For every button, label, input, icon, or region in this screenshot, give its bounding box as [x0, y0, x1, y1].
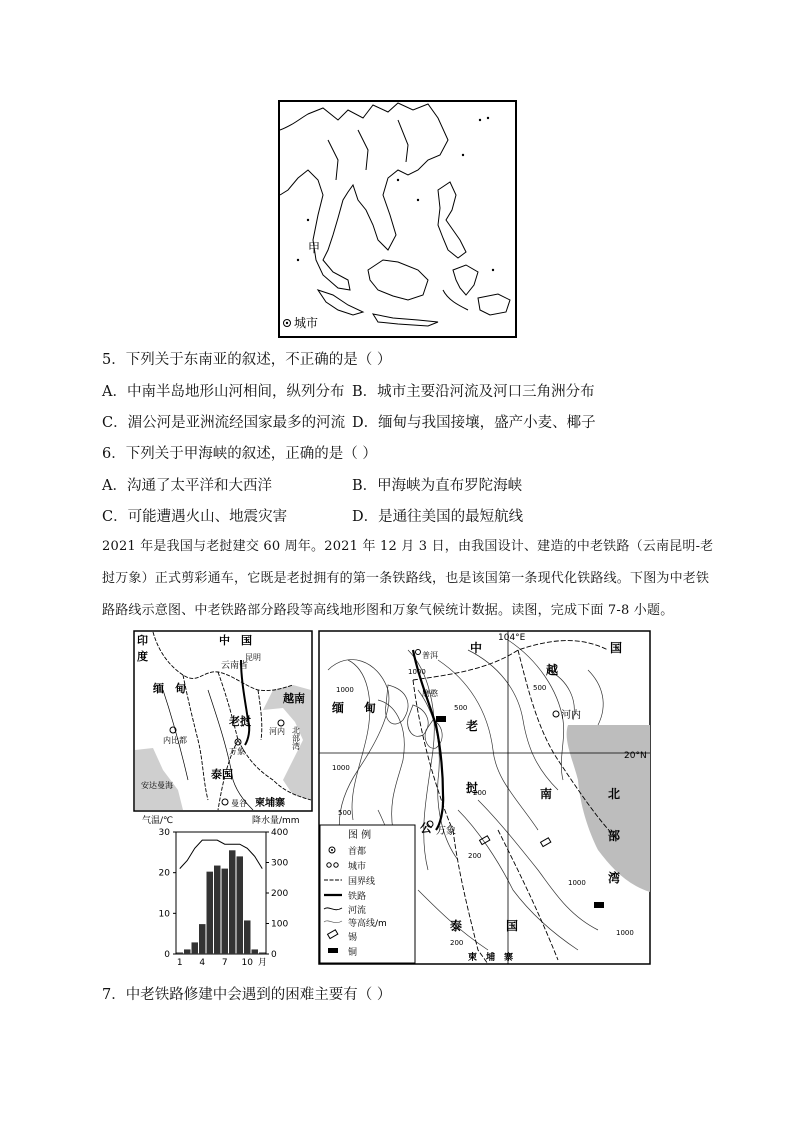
svg-text:河内: 河内: [269, 727, 285, 736]
svg-text:内比都: 内比都: [163, 736, 187, 745]
precip-bar: [229, 850, 236, 954]
right-tick-label: 200: [271, 889, 289, 899]
left-tick-label: 30: [158, 828, 170, 838]
svg-text:度: 度: [137, 650, 148, 663]
passage-line-1: 2021 年是我国与老挝建交 60 周年。2021 年 12 月 3 日，由我国设计、建造的中老铁路（云南昆明-老: [102, 539, 714, 554]
chart-ylabel-left: 气温/℃: [142, 816, 174, 826]
svg-text:500: 500: [533, 684, 547, 692]
svg-text:北部湾: 北部湾: [291, 726, 301, 750]
svg-text:缅 甸: 缅 甸: [153, 682, 186, 695]
precip-bar: [222, 869, 229, 954]
svg-text:104°E: 104°E: [498, 633, 526, 643]
x-tick-label: 4: [199, 958, 206, 968]
passage: [102, 531, 742, 627]
svg-text:200: 200: [450, 939, 464, 947]
svg-text:柬埔寨: 柬埔寨: [255, 798, 285, 809]
svg-text:昆明: 昆明: [245, 653, 261, 662]
svg-text:老: 老: [466, 719, 479, 733]
svg-text:1000: 1000: [616, 929, 634, 937]
contour-topographic-map: [318, 630, 651, 965]
svg-text:云南省: 云南省: [221, 661, 249, 671]
precip-bar: [199, 924, 206, 954]
svg-text:部: 部: [608, 829, 621, 843]
svg-text:20°N: 20°N: [624, 751, 647, 761]
q5-option-b[interactable]: B．城市主要沿河流及河口三角洲分布: [352, 384, 595, 400]
svg-text:图 例: 图 例: [348, 830, 372, 841]
q5-stem: 5．下列关于东南亚的叙述，不正确的是（ ）: [102, 352, 392, 368]
svg-text:等高线/m: 等高线/m: [348, 919, 387, 929]
svg-text:南: 南: [540, 787, 553, 801]
svg-text:柬 埔 寨: 柬 埔 寨: [468, 953, 514, 963]
svg-text:老挝: 老挝: [229, 715, 251, 728]
precip-bar: [214, 866, 221, 954]
svg-text:安达曼海: 安达曼海: [141, 781, 173, 790]
map1-legend-city: 城市: [294, 316, 319, 330]
svg-text:泰: 泰: [450, 919, 463, 933]
svg-text:首都: 首都: [348, 847, 367, 857]
precip-bar: [252, 949, 259, 954]
left-tick-label: 20: [158, 868, 170, 879]
copper-symbol-2: [594, 902, 604, 908]
svg-text:普洱: 普洱: [422, 651, 438, 660]
x-tick-label: 7: [221, 958, 228, 968]
svg-text:国界线: 国界线: [348, 877, 376, 887]
svg-text:河流: 河流: [348, 906, 367, 916]
svg-text:中 国: 中 国: [219, 634, 252, 647]
q5-option-c[interactable]: C．湄公河是亚洲流经国家最多的河流: [102, 415, 346, 431]
china-laos-railway-map: [133, 630, 313, 812]
svg-text:1000: 1000: [408, 668, 426, 676]
svg-text:甸: 甸: [364, 701, 377, 715]
svg-text:铜: 铜: [348, 948, 358, 958]
svg-text:中: 中: [470, 641, 483, 655]
copper-icon: [328, 948, 338, 953]
map3-legend: [320, 825, 415, 963]
q6-option-c[interactable]: C．可能遭遇火山、地震灾害: [102, 509, 288, 525]
right-tick-label: 300: [271, 858, 289, 869]
x-axis-label: 月: [258, 958, 268, 968]
chart-frame: [176, 832, 266, 954]
copper-symbol: [436, 716, 446, 722]
right-tick-label: 400: [271, 828, 289, 838]
q6-option-a[interactable]: A．沟通了太平洋和大西洋: [102, 478, 272, 494]
precip-bar: [259, 952, 266, 954]
svg-text:越: 越: [546, 663, 559, 677]
temperature-line: [180, 840, 263, 868]
left-tick-label: 10: [158, 909, 170, 920]
svg-text:公: 公: [420, 821, 433, 835]
svg-text:200: 200: [468, 852, 482, 860]
precip-bar: [207, 872, 214, 954]
svg-text:500: 500: [454, 704, 468, 712]
climate-chart: [140, 812, 300, 968]
q6-option-b[interactable]: B．甲海峡为直布罗陀海峡: [352, 478, 523, 494]
x-tick-label: 10: [241, 958, 253, 968]
precip-bar: [184, 949, 191, 954]
svg-text:1000: 1000: [332, 764, 350, 772]
q7-stem: 7．中老铁路修建中会遇到的困难主要有（ ）: [102, 987, 392, 1003]
svg-text:泰国: 泰国: [211, 768, 233, 781]
svg-text:印: 印: [137, 634, 148, 647]
svg-text:万象: 万象: [436, 826, 456, 837]
passage-line-3: 路路线示意图、中老铁路部分路段等高线地形图和万象气候统计数据。读图，完成下面 7-8 小题。: [102, 603, 674, 618]
precip-bar: [244, 920, 251, 954]
q5-option-d[interactable]: D．缅甸与我国接壤，盛产小麦、椰子: [352, 415, 596, 431]
q5-option-a[interactable]: A．中南半岛地形山河相间，纵列分布: [102, 384, 345, 400]
svg-text:挝: 挝: [466, 781, 479, 795]
svg-text:曼谷: 曼谷: [231, 799, 247, 808]
svg-text:国: 国: [506, 919, 519, 933]
precip-bar: [177, 952, 184, 954]
svg-text:200: 200: [473, 789, 487, 797]
svg-text:磨憨: 磨憨: [422, 689, 438, 698]
strait-label-jia: 甲: [308, 241, 321, 255]
svg-text:1000: 1000: [568, 879, 586, 887]
q6-option-d[interactable]: D．是通往美国的最短航线: [352, 509, 524, 525]
left-tick-label: 0: [164, 950, 170, 960]
precip-bar: [237, 856, 244, 954]
x-tick-label: 1: [176, 958, 183, 968]
q6-stem: 6．下列关于甲海峡的叙述，正确的是（ ）: [102, 446, 377, 462]
svg-text:国: 国: [610, 641, 623, 655]
svg-text:越南: 越南: [283, 692, 305, 705]
svg-text:锡: 锡: [348, 933, 358, 943]
right-tick-label: 100: [271, 919, 289, 930]
svg-text:城市: 城市: [348, 862, 367, 872]
svg-text:铁路: 铁路: [348, 892, 367, 902]
precip-bar: [192, 942, 199, 954]
right-tick-label: 0: [271, 950, 277, 960]
svg-text:湾: 湾: [608, 871, 621, 885]
chart-ylabel-right: 降水量/mm: [252, 816, 300, 826]
svg-text:北: 北: [608, 787, 621, 801]
svg-text:500: 500: [338, 809, 352, 817]
passage-line-2: 挝万象）正式剪彩通车，它既是老挝拥有的第一条铁路线，也是该国第一条现代化铁路线。下图为中老铁: [102, 571, 710, 586]
southeast-asia-map: [278, 100, 517, 338]
svg-text:万象: 万象: [229, 747, 245, 756]
svg-text:河内: 河内: [561, 710, 581, 721]
svg-text:1000: 1000: [336, 686, 354, 694]
svg-text:缅: 缅: [332, 701, 345, 715]
